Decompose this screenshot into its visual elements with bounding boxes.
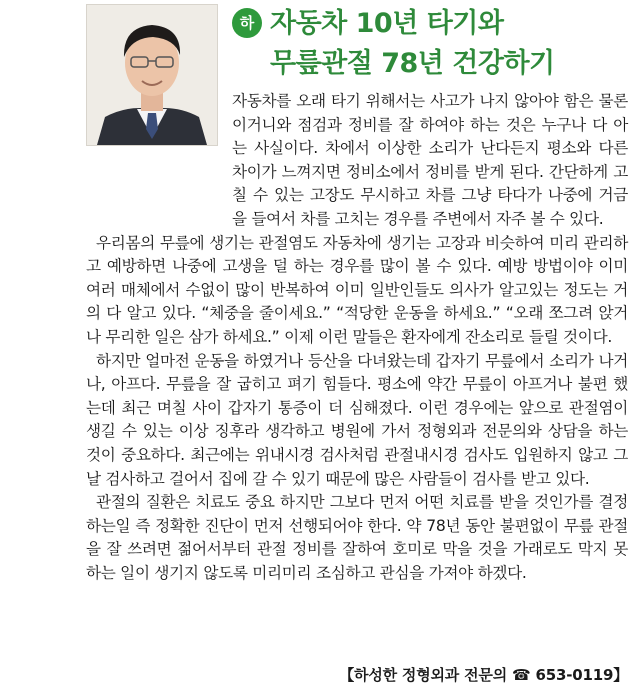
- title-line-1: 자동차 10년 타기와: [270, 8, 504, 39]
- title-line-2: 무릎관절 78년 건강하기: [270, 48, 555, 79]
- paragraph: 자동차를 오래 타기 위해서는 사고가 나지 않아야 함은 물론이거니와 점검과 정비를 잘 하여야 하는 것은 누구나 다 아는 사실이다. 차에서 이상한 소리가 난다든지 평소와 다른 차이가 느껴지면 정비소에서 정비를 받게 된다. 간단하게 고칠 수 있는 고장도 무시하고 차를 그냥 타다가 나중에 거금을 들여서 차를 고치는 경우를 주변에서 자주 볼 수 있다.: [232, 92, 628, 228]
- paragraph: 하지만 얼마전 운동을 하였거나 등산을 다녀왔는데 갑자기 무릎에서 소리가 나거나, 아프다. 무릎을 잘 굽히고 펴기 힘들다. 평소에 약간 무릎이 아프거나 불편 했는데 최근 며칠 사이 갑자기 통증이 더 심해졌다. 이런 경우에는 앞으로 관절염이 생길 수 있는 이상 징후라 생각하고 병원에 가서 정형외과 전문의와 상담을 하는 것이 중요하다. 최근에는 위내시경 검사처럼 관절내시경 검사도 입원하지 않고 그날 검사하고 걸어서 집에 갈 수 있기 때문에 많은 사람들이 검사를 받고 있다.: [86, 351, 628, 488]
- author-byline: 【하성한 정형외과 전문의 ☎ 653-0119】: [339, 666, 628, 684]
- paragraph: 우리몸의 무릎에 생기는 관절염도 자동차에 생기는 고장과 비슷하여 미리 관리하고 예방하면 나중에 고생을 덜 하는 경우를 많이 볼 수 있다. 예방 방법이야 이미 여러 매체에서 수없이 많이 반복하여 이미 일반인들도 의사가 알고있는 정도는 거의 다 알고 있다. “체중을 줄이세요.” “적당한 운동을 하세요.” “오래 쪼그려 앉거나 무리한 일은 삼가 하세요.” 이제 이런 말들은 환자에게 잔소리로 들릴 것이다.: [86, 233, 628, 346]
- article-body: [86, 90, 628, 585]
- paragraph: 관절의 질환은 치료도 중요 하지만 그보다 먼저 어떤 치료를 받을 것인가를 결정 하는일 즉 정확한 진단이 먼저 선행되어야 한다. 약 78년 동안 불편없이 무릎 관절을 잘 쓰려면 젊어서부터 관절 정비를 잘하여 호미로 막을 것을 가래로도 막지 못하는 일이 생기지 않도록 미리미리 조심하고 관심을 가져야 하겠다.: [86, 493, 628, 582]
- section-badge: 하: [232, 8, 262, 38]
- article-title: [270, 4, 635, 84]
